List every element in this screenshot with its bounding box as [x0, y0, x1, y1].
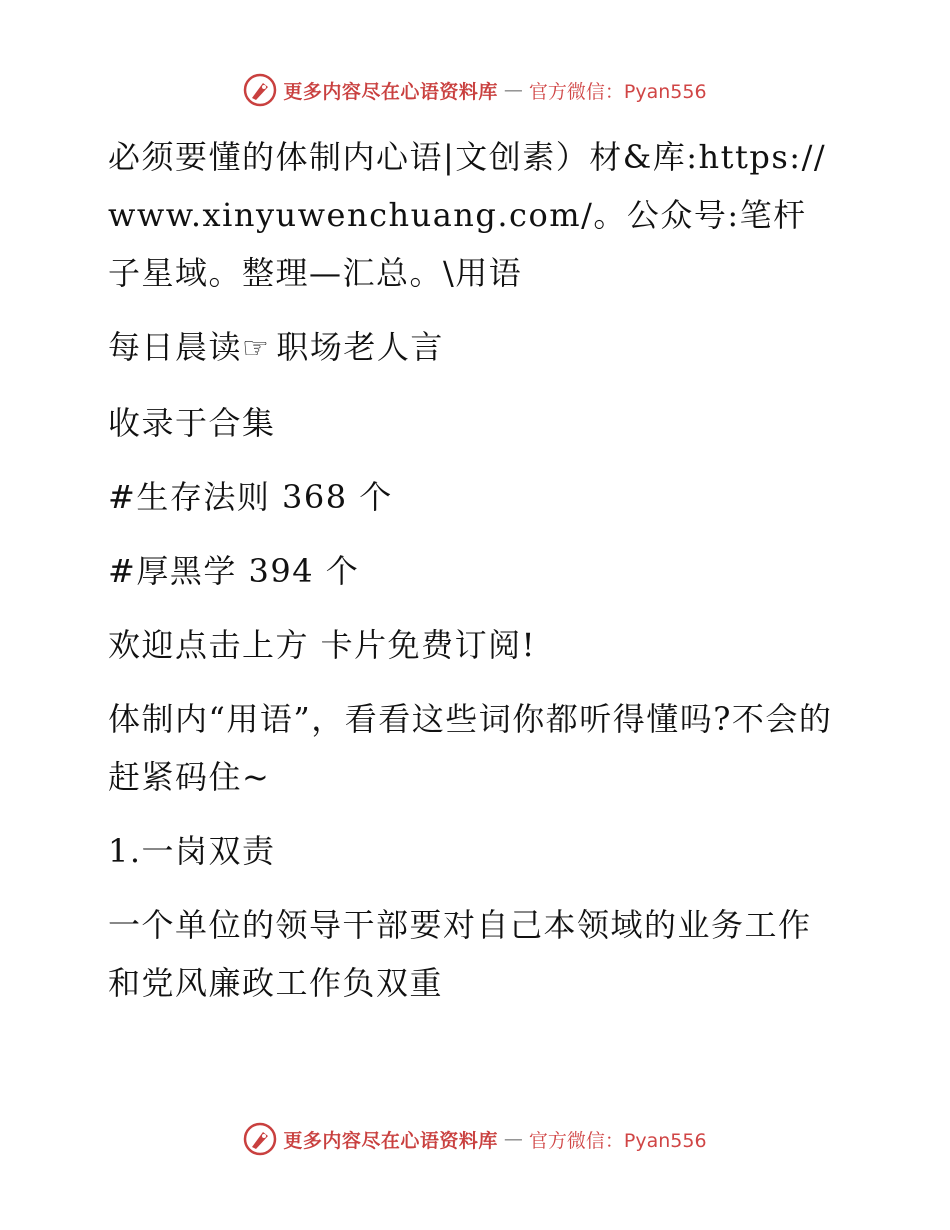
pointing-hand-icon: ☞ [242, 331, 271, 366]
banner-site-text: 更多内容尽在心语资料库 [283, 1129, 498, 1152]
document-body [96, 128, 836, 1028]
term-definition: 一个单位的领导干部要对自己本领域的业务工作和党风廉政工作负双重 [108, 906, 812, 1002]
collection-label: 收录于合集 [108, 404, 276, 442]
banner-wechat-label: 官方微信：Pyan556 [528, 80, 707, 103]
pen-nib-logo-icon [243, 73, 277, 107]
pen-nib-logo-icon [243, 1122, 277, 1156]
intro-paragraph: 必须要懂的体制内心语|文创素）材&库:https://www.xinyuwenchuang.com/。公众号:笔杆子星域。整理—汇总。\用语 [108, 138, 827, 292]
terms-intro-paragraph: 体制内“用语”，看看这些词你都听得懂吗?不会的赶紧码住~ [108, 700, 833, 796]
banner-separator: — [503, 79, 523, 101]
tag-thick-black: #厚黑学 394 个 [108, 552, 360, 590]
morning-read-suffix: 职场老人言 [276, 328, 444, 366]
tag-survival-rules: #生存法则 368 个 [108, 478, 393, 516]
morning-read-prefix: 每日晨读 [108, 328, 243, 366]
header-banner [0, 72, 950, 108]
morning-read-line [96, 318, 836, 378]
banner-wechat-label: 官方微信：Pyan556 [528, 1129, 707, 1152]
footer-banner [0, 1121, 950, 1157]
term-heading: 1.一岗双责 [108, 832, 276, 870]
subscribe-prompt: 欢迎点击上方 卡片免费订阅! [108, 626, 537, 664]
banner-site-text: 更多内容尽在心语资料库 [283, 80, 498, 103]
banner-separator: — [503, 1128, 523, 1150]
